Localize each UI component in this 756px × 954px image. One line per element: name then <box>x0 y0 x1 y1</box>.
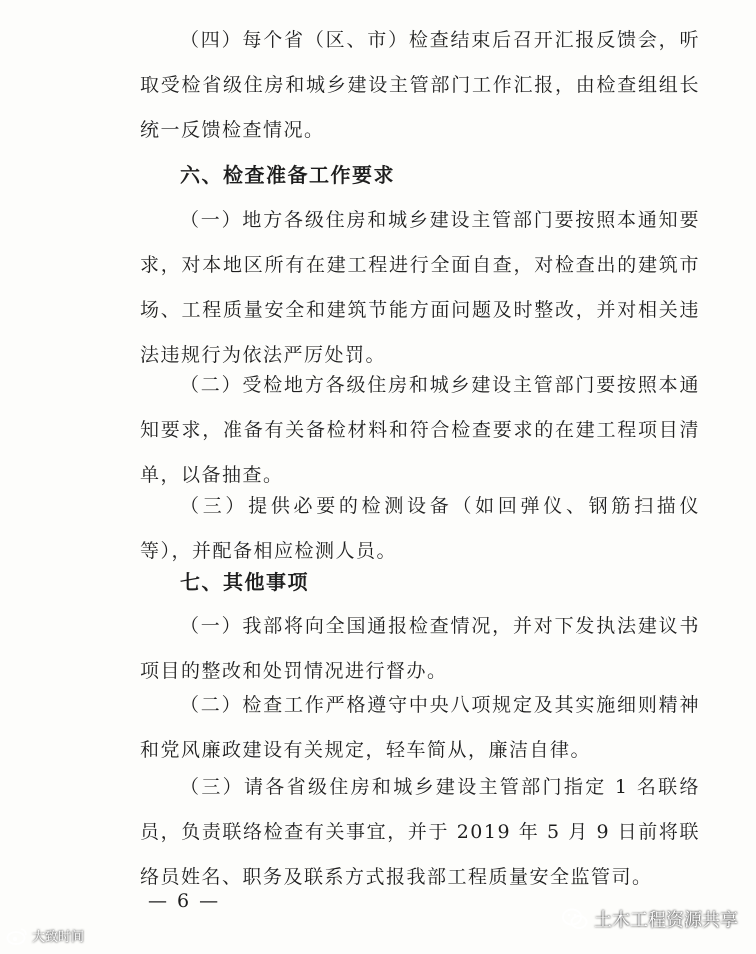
wechat-watermark <box>562 906 738 932</box>
site-watermark-label: 大致时间 <box>32 930 85 945</box>
paragraph-6-1-self-check: （一）地方各级住房和城乡建设主管部门要按照本通知要求，对本地区所有在建工程进行全面自查，对检查出的建筑市场、工程质量安全和建筑节能方面问题及时整改，并对相关违法违规行为依法严厉处罚。 <box>140 209 700 366</box>
site-watermark <box>6 926 84 945</box>
section-heading-6: 六、检查准备工作要求 <box>180 163 395 187</box>
section-heading-7: 七、其他事项 <box>180 570 309 594</box>
paragraph-7-3-liaison: （三）请各省级住房和城乡建设主管部门指定 1 名联络员，负责联络检查有关事宜，并于 2019 年 5 月 9 日前将联络员姓名、职务及联系方式报我部工程质量安全监管司。 <box>140 776 700 888</box>
paragraph-6-3-equipment: （三）提供必要的检测设备（如回弹仪、钢筋扫描仪等），并配备相应检测人员。 <box>140 495 700 562</box>
paragraph-7-2-discipline: （二）检查工作严格遵守中央八项规定及其实施细则精神和党风廉政建设有关规定，轻车简从，廉洁自律。 <box>140 694 700 761</box>
page-number: — 6 — <box>148 890 221 912</box>
paragraph-4-feedback: （四）每个省（区、市）检查结束后召开汇报反馈会，听取受检省级住房和城乡建设主管部门工作汇报，由检查组组长统一反馈检查情况。 <box>140 29 700 141</box>
paragraph-6-2-materials: （二）受检地方各级住房和城乡建设主管部门要按照本通知要求，准备有关备检材料和符合检查要求的在建工程项目清单，以备抽查。 <box>140 374 700 486</box>
wechat-watermark-label: 土木工程资源共享 <box>594 910 738 931</box>
paragraph-7-1-report: （一）我部将向全国通报检查情况，并对下发执法建议书项目的整改和处罚情况进行督办。 <box>140 615 700 682</box>
weibo-icon <box>6 927 28 945</box>
wechat-icon <box>562 908 588 930</box>
